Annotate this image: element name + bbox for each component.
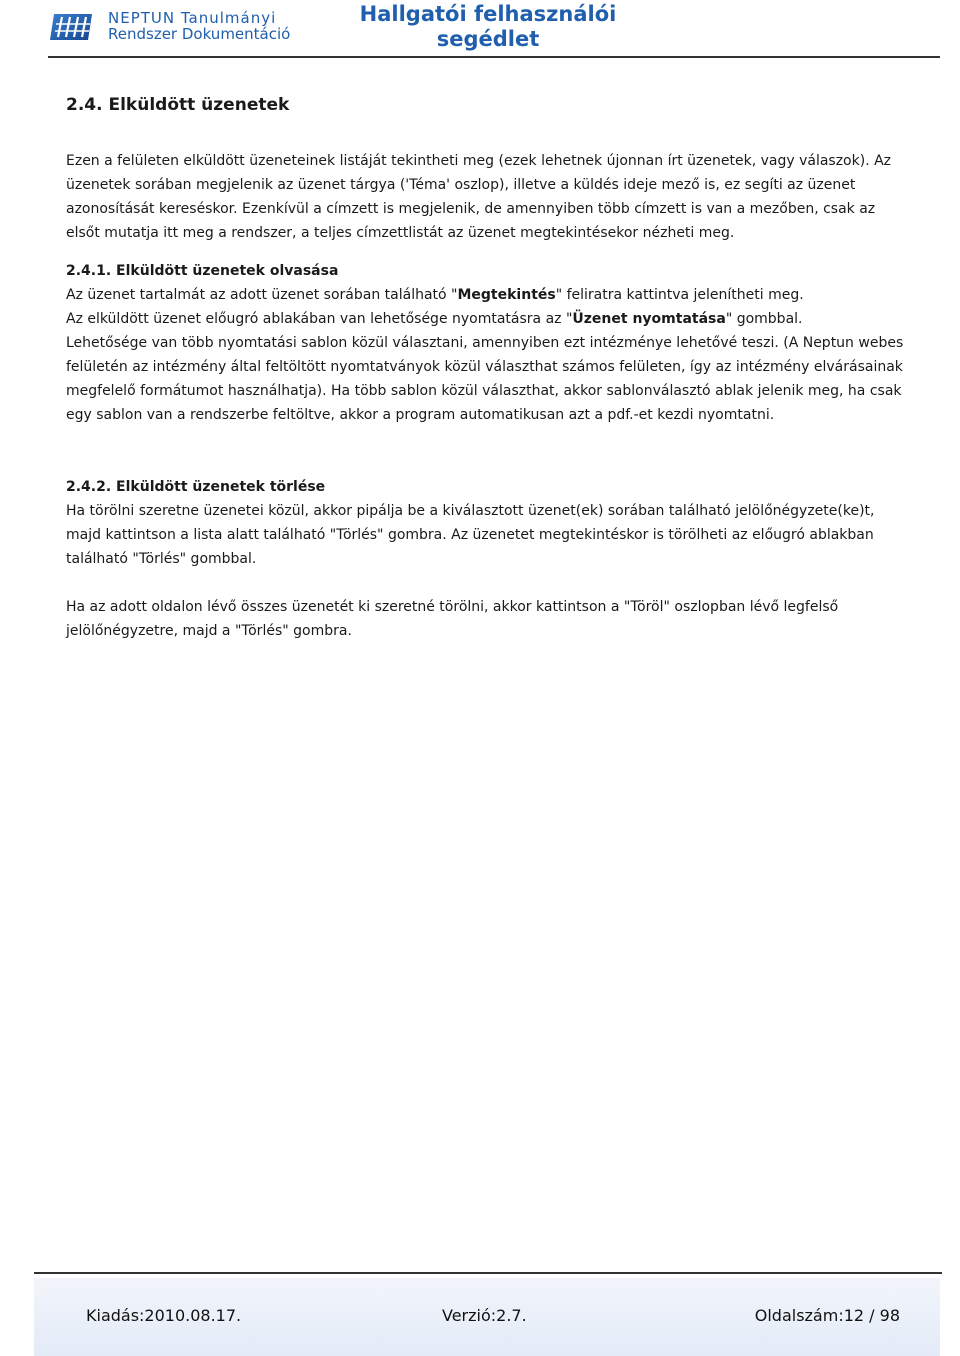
subsection-heading-delete: 2.4.2. Elküldött üzenetek törlése	[66, 479, 326, 495]
brand-line1: NEPTUN Tanulmányi	[108, 9, 277, 27]
subsection-heading-read: 2.4.1. Elküldött üzenetek olvasása	[66, 263, 339, 279]
view-label: Megtekintés	[457, 287, 556, 303]
page-content	[66, 95, 912, 643]
read-paragraph-1: Az üzenet tartalmát az adott üzenet sorában található "Megtekintés" feliratra kattintva jelenítheti meg.	[66, 287, 804, 303]
section-heading: 2.4. Elküldött üzenetek	[66, 95, 290, 115]
neptun-logo-icon	[48, 12, 94, 42]
document-title: Hallgatói felhasználói segédlet	[359, 2, 617, 51]
section-intro: Ezen a felületen elküldött üzeneteinek listáját tekintheti meg (ezek lehetnek újonnan írt üzenetek, vagy válaszok). Az üzenetek sorában megjelenik az üzenet tárgya ('Téma' oszlop), illetve a küldés ideje mező is, ez segíti az üzenet azonosítását kereséskor. Ezenkívül a címzett is megjelenik, de amennyiben több címzett is van a mezőben, csak az elsőt mutatja itt meg a rendszer, a teljes címzettlistát az üzenet megtekintésekor nézheti meg.	[66, 153, 892, 241]
footer-version: Verzió:2.7.	[442, 1306, 527, 1325]
brand-name	[108, 10, 290, 42]
footer-page-number: Oldalszám:12 / 98	[754, 1306, 900, 1325]
page-header	[0, 0, 960, 60]
page-footer	[34, 1278, 940, 1356]
brand-line2: Rendszer Dokumentáció	[108, 25, 291, 43]
delete-paragraph-1: Ha törölni szeretne üzenetei közül, akkor pipálja be a kiválasztott üzenet(ek) sorában található jelölőnégyzete(ke)t, majd kattintson a lista alatt található "Törlés" gombra. Az üzenetet megtekintéskor is törölheti az előugró ablakban található "Törlés" gombbal.	[66, 503, 875, 567]
read-paragraph-3: Lehetősége van több nyomtatási sablon közül választani, amennyiben ezt intézménye lehetővé teszi. (A Neptun webes felületén az intézmény által feltöltött nyomtatványok közül választhat számos felületen, így az intézmény elvárásainak megfelelő formátumot használhatja). Ha több sablon közül választhat, akkor sablonválasztó ablak jelenik meg, ha csak egy sablon van a rendszerbe feltöltve, akkor a program automatikusan azt a pdf.-et kezdi nyomtatni.	[66, 335, 904, 423]
footer-edition: Kiadás:2010.08.17.	[86, 1306, 242, 1325]
delete-paragraph-2: Ha az adott oldalon lévő összes üzenetét ki szeretné törölni, akkor kattintson a "Töröl" oszlopban lévő legfelső jelölőnégyzetre, majd a "Törlés" gombra.	[66, 599, 839, 639]
print-label: Üzenet nyomtatása	[572, 311, 726, 327]
footer-divider	[34, 1272, 942, 1274]
read-paragraph-2: Az elküldött üzenet előugró ablakában van lehetősége nyomtatásra az "Üzenet nyomtatása" gombbal.	[66, 311, 803, 327]
header-divider	[48, 56, 940, 58]
